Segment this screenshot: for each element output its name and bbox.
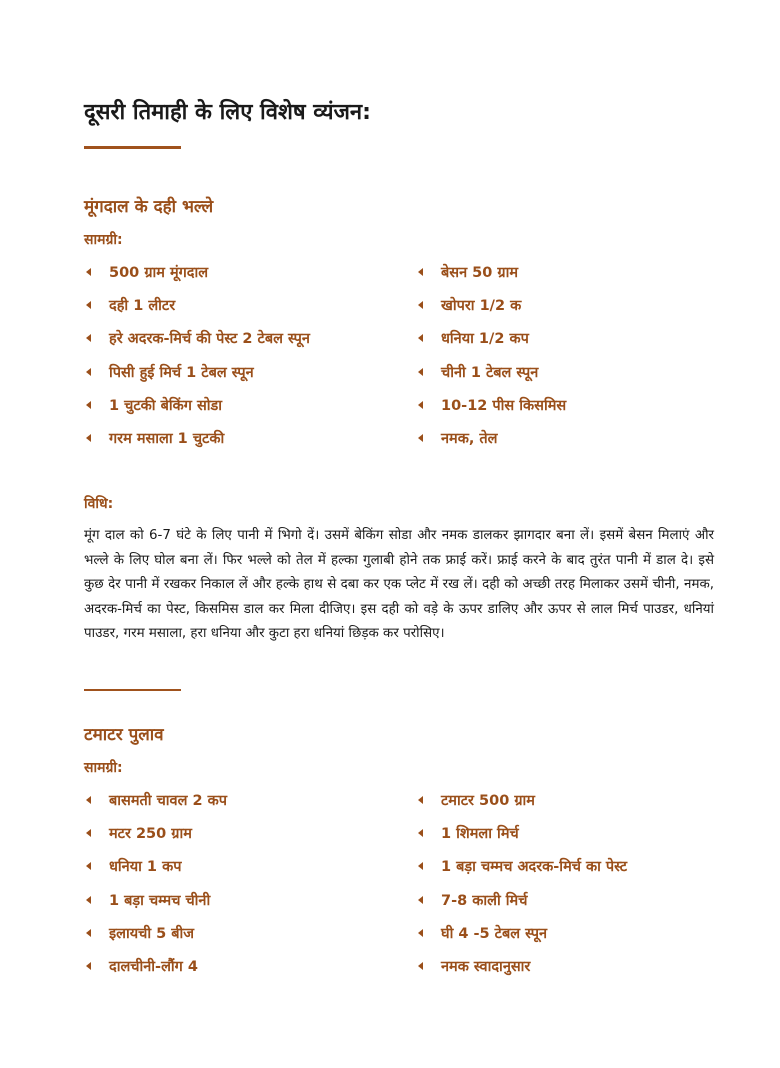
ingredient-text: 1 चुटकी बेकिंग सोडा [109,398,223,414]
bullet-arrow-icon [86,896,91,904]
bullet-arrow-icon [418,796,423,804]
list-item [416,326,529,350]
list-item [84,393,222,417]
bullet-arrow-icon [86,434,91,442]
ingredient-text: बासमती चावल 2 कप [109,793,227,809]
ingredient-text: 7-8 काली मिर्च [441,893,528,909]
ingredient-text: नमक स्वादानुसार [441,959,531,975]
bullet-arrow-icon [86,929,91,937]
list-item [416,393,566,417]
list-item [416,293,521,317]
list-item [416,954,530,978]
ingredient-text: हरे अदरक-मिर्च की पेस्ट 2 टेबल स्पून [109,331,310,347]
bullet-arrow-icon [86,796,91,804]
ingredient-text: दही 1 लीटर [109,298,176,314]
list-item [416,426,498,450]
bullet-arrow-icon [86,862,91,870]
ingredients-label: सामग्री: [84,760,123,776]
list-item [84,293,175,317]
bullet-arrow-icon [86,962,91,970]
ingredient-text: 1 बड़ा चम्मच चीनी [109,893,211,909]
method-label: विधि: [84,496,114,512]
list-item [416,821,519,845]
page-title: दूसरी तिमाही के लिए विशेष व्यंजन: [84,100,371,125]
ingredient-text: धनिया 1 कप [109,859,182,875]
title-divider [84,146,181,149]
list-item [416,788,535,812]
ingredient-text: 1 शिमला मिर्च [441,826,519,842]
ingredient-text: घी 4 -5 टेबल स्पून [441,926,548,942]
method-paragraph: मूंग दाल को 6-7 घंटे के लिए पानी में भिगो दें। उसमें बेकिंग सोडा और नमक डालकर झागदार बना लें। इसमें बेसन मिलाएं और भल्ले के लिए घोल बना लें। फिर भल्ले को तेल में हल्का गुलाबी होने तक फ्राई करें। फ्राई करने के बाद तुरंत पानी में डाल दे। इसे कुछ देर पानी में रखकर निकाल लें और हल्के हाथ से दबा कर एक प्लेट में रख लें। दही को अच्छी तरह मिलाकर उसमें चीनी, नमक, अदरक-मिर्च का पेस्ट, किसमिस डाल कर मिला दीजिए। इस दही को वड़े के ऊपर डालिए और ऊपर से लाल मिर्च पाउडर, धनियां पाउडर, गरम मसाला, हरा धनिया और कुटा हरा धनियां छिड़क कर परोसिए। [84,528,714,642]
list-item [84,921,194,945]
ingredient-text: इलायची 5 बीज [109,926,195,942]
ingredient-text: बेसन 50 ग्राम [441,265,519,281]
ingredient-text: खोपरा 1/2 क [441,298,522,314]
list-item [84,326,310,350]
list-item [84,426,224,450]
list-item [416,854,627,878]
ingredient-text: चीनी 1 टेबल स्पून [441,365,539,381]
ingredient-text: 500 ग्राम मूंगदाल [109,265,209,281]
bullet-arrow-icon [86,401,91,409]
ingredient-text: 1 बड़ा चम्मच अदरक-मिर्च का पेस्ट [441,859,628,875]
list-item [416,921,547,945]
bullet-arrow-icon [418,301,423,309]
bullet-arrow-icon [86,268,91,276]
bullet-arrow-icon [418,962,423,970]
bullet-arrow-icon [418,434,423,442]
bullet-arrow-icon [418,334,423,342]
list-item [416,260,518,284]
list-item [84,854,181,878]
bullet-arrow-icon [418,268,423,276]
bullet-arrow-icon [86,829,91,837]
ingredient-text: टमाटर 500 ग्राम [441,793,535,809]
ingredient-text: धनिया 1/2 कप [441,331,529,347]
bullet-arrow-icon [418,929,423,937]
ingredient-text: पिसी हुई मिर्च 1 टेबल स्पून [109,365,254,381]
bullet-arrow-icon [418,829,423,837]
ingredient-text: मटर 250 ग्राम [109,826,192,842]
recipe-title-tomato-pulao: टमाटर पुलाव [84,725,164,745]
ingredient-text: गरम मसाला 1 चुटकी [109,431,225,447]
bullet-arrow-icon [418,862,423,870]
ingredient-text: दालचीनी-लौंग 4 [109,959,198,975]
ingredient-text: नमक, तेल [441,431,498,447]
ingredients-label: सामग्री: [84,232,123,248]
bullet-arrow-icon [418,368,423,376]
list-item [84,888,210,912]
bullet-arrow-icon [86,301,91,309]
list-item [84,360,254,384]
list-item [84,260,208,284]
list-item [84,788,227,812]
bullet-arrow-icon [86,368,91,376]
list-item [416,888,527,912]
section-divider [84,689,181,691]
ingredient-text: 10-12 पीस किसमिस [441,398,567,414]
list-item [84,821,192,845]
recipe-title-moongdal-dahi-bhalle: मूंगदाल के दही भल्ले [84,197,214,217]
bullet-arrow-icon [86,334,91,342]
bullet-arrow-icon [418,896,423,904]
list-item [84,954,198,978]
list-item [416,360,538,384]
bullet-arrow-icon [418,401,423,409]
